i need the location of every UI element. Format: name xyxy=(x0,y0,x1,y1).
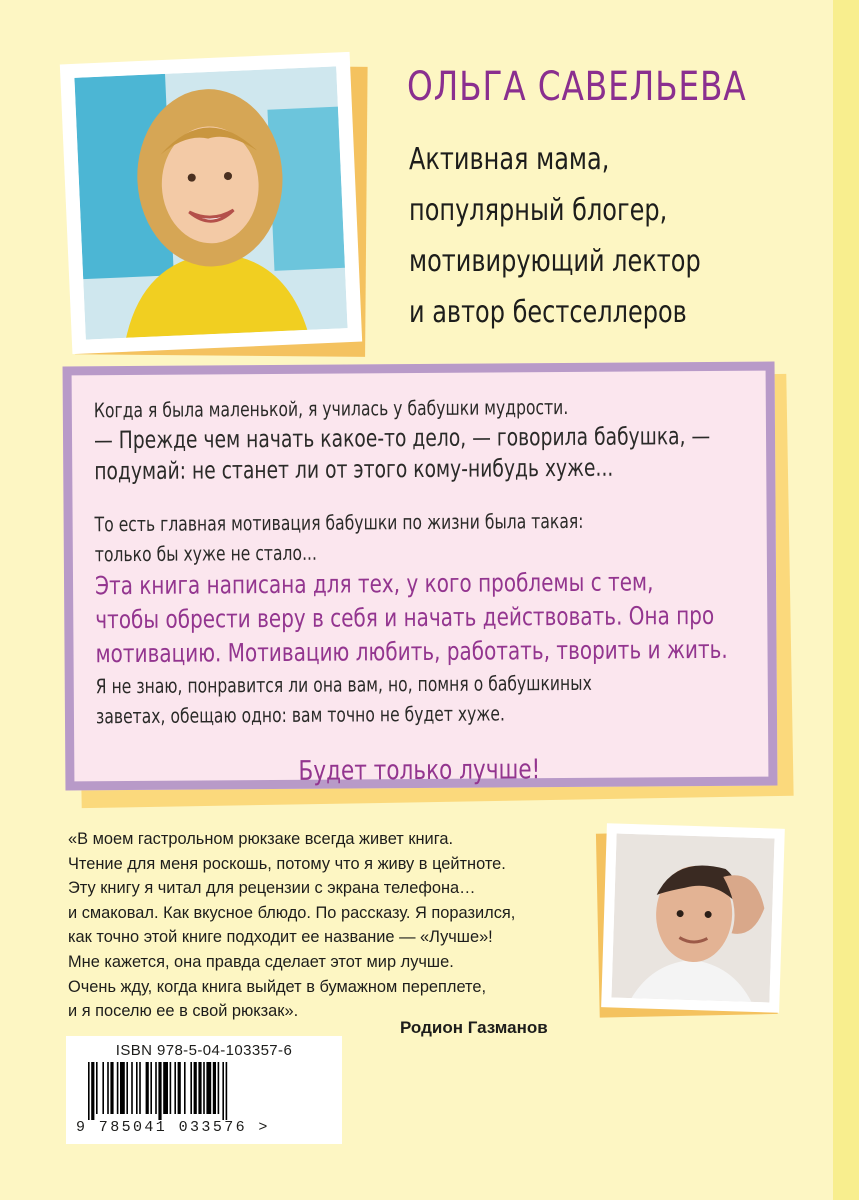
note-final-slogan: Будет только лучше! xyxy=(298,754,541,787)
barcode-bar xyxy=(178,1062,181,1114)
barcode-bar xyxy=(226,1062,228,1120)
reviewer-photo-card xyxy=(601,823,785,1013)
barcode-bar xyxy=(150,1062,152,1114)
note-line: только бы хуже не стало... xyxy=(94,540,317,567)
barcode-bar xyxy=(155,1062,157,1114)
barcode-bar xyxy=(198,1062,201,1114)
barcode-bar xyxy=(107,1062,109,1114)
tagline-line: и автор бестселлеров xyxy=(409,295,687,330)
isbn-number: ISBN 978-5-04-103357-6 xyxy=(115,1042,293,1059)
note-accent-line: мотивацию. Мотивацию любить, работать, творить и жить. xyxy=(95,634,728,669)
note-accent-line: Эта книга написана для тех, у кого проблемы с тем, xyxy=(94,567,654,601)
barcode-bar xyxy=(136,1062,138,1114)
tagline-line: Активная мама, xyxy=(409,142,610,177)
barcode-bar xyxy=(131,1062,133,1114)
note-accent-line: чтобы обрести веру в себя и начать действовать. Она про xyxy=(95,600,715,635)
author-name: ОЛЬГА САВЕЛЬЕВА xyxy=(407,64,747,110)
author-portrait-image xyxy=(74,66,347,339)
review-line: «В моем гастрольном рюкзаке всегда живет книга. xyxy=(68,830,453,848)
barcode-bar xyxy=(213,1062,216,1114)
barcode-bar xyxy=(117,1062,119,1114)
barcode-bar xyxy=(174,1062,176,1114)
reviewer-photo xyxy=(601,823,785,1013)
review-quote xyxy=(68,827,608,1024)
review-line: Чтение для меня роскошь, потому что я живу в цейтноте. xyxy=(68,854,506,873)
barcode-bar xyxy=(139,1062,141,1114)
barcode-bar xyxy=(170,1062,172,1114)
isbn-barcode xyxy=(66,1036,342,1144)
barcode-bar xyxy=(146,1062,149,1114)
barcode-bar xyxy=(120,1062,125,1114)
note-line: подумай: не станет ли от этого кому-нибудь хуже... xyxy=(94,453,614,486)
review-line: Эту книгу я читал для рецензии с экрана телефона… xyxy=(68,879,476,898)
barcode-bar xyxy=(184,1062,186,1114)
barcode-bar xyxy=(102,1062,104,1114)
note-line: — Прежде чем начать какое-то дело, — говорила бабушка, — xyxy=(93,421,711,455)
author-photo xyxy=(60,52,362,354)
barcode-bar xyxy=(222,1062,224,1120)
note-line: заветах, обещаю одно: вам точно не будет хуже. xyxy=(95,701,506,729)
barcode-bar xyxy=(194,1062,197,1114)
note-line: То есть главная мотивация бабушки по жизни была такая: xyxy=(94,508,584,537)
reviewer-name: Родион Газманов xyxy=(400,1018,548,1037)
review-line: Очень жду, когда книга выйдет в бумажном переплете, xyxy=(68,977,487,996)
barcode-bar xyxy=(91,1062,94,1120)
note-line: Когда я была маленькой, я училась у бабушки мудрости. xyxy=(93,394,569,423)
review-line: и смаковал. Как вкусное блюдо. По рассказу. Я поразился, xyxy=(68,903,516,922)
tagline-line: мотивирующий лектор xyxy=(409,244,701,279)
note-line: Я не знаю, понравится ли она вам, но, помня о бабушкиных xyxy=(95,670,592,699)
barcode-bar xyxy=(110,1062,113,1114)
author-tagline xyxy=(409,134,774,338)
review-line: Мне кажется, она правда сделает этот мир лучше. xyxy=(68,952,454,971)
review-line: и я поселю ее в свой рюкзак». xyxy=(68,1002,299,1021)
barcode-bar xyxy=(96,1062,98,1114)
note-card xyxy=(63,362,778,791)
barcode-bar xyxy=(203,1062,205,1114)
barcode-bar xyxy=(190,1062,192,1114)
description-note xyxy=(60,362,795,812)
barcode-bar xyxy=(158,1062,161,1120)
barcode-bars xyxy=(86,1062,322,1120)
ean-digits: 9 785041 033576 > xyxy=(76,1119,270,1136)
barcode-bar xyxy=(163,1062,168,1114)
review-line: как точно этой книге подходит ее название — «Лучше»! xyxy=(68,928,493,947)
barcode-bar xyxy=(88,1062,90,1120)
barcode-bar xyxy=(126,1062,128,1114)
barcode-bar xyxy=(218,1062,220,1114)
barcode-bar xyxy=(206,1062,211,1114)
spine-strip xyxy=(833,0,859,1200)
author-photo-card xyxy=(60,52,362,354)
reviewer-portrait-image xyxy=(611,834,774,1003)
tagline-line: популярный блогер, xyxy=(409,193,668,228)
